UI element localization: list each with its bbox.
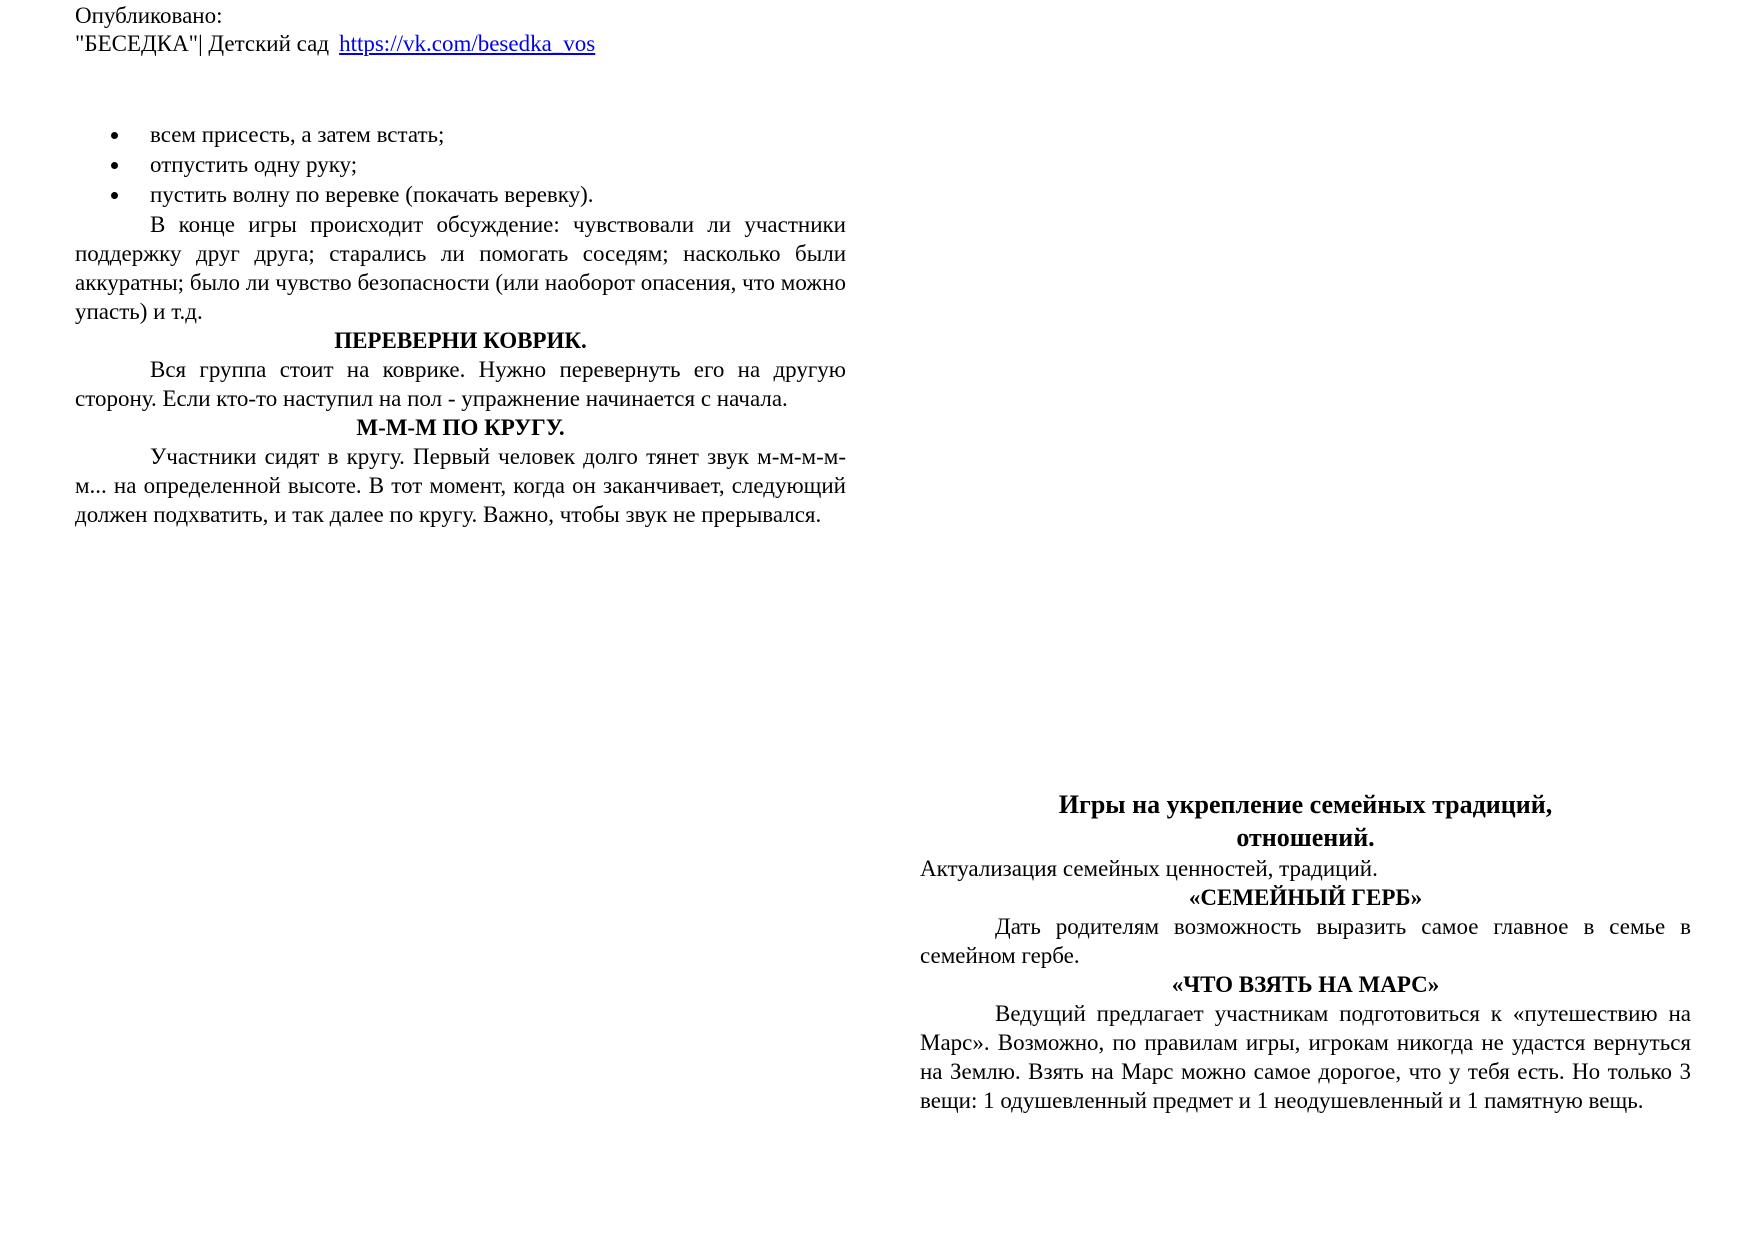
bullet-icon (111, 132, 118, 139)
section-text-mars: Ведущий предлагает участникам подготовиться к «путешествию на Марс». Возможно, по правилам игры, игрокам никогда не удастся вернуться на Землю. Взять на Марс можно самое дорогое, что у тебя есть. Но только 3 вещи: 1 одушевленный предмет и 1 неодушевленный и 1 памятную вещь. (920, 1001, 1691, 1113)
left-column (75, 120, 846, 529)
section-title-mmm-circle: М-М-М ПО КРУГУ. (356, 415, 565, 440)
section-text-mmm-circle: Участники сидят в кругу. Первый человек долго тянет звук м-м-м-м-м... на определенной высоте. В тот момент, когда он заканчивает, следующий должен подхватить, и так далее по кругу. Важно, чтобы звук не прерывался. (75, 444, 846, 527)
list-item-text: всем присесть, а затем встать; (150, 122, 445, 147)
main-title-line-1: Игры на укрепление семейных традиций, (1058, 790, 1553, 819)
section-title-flip-mat: ПЕРЕВЕРНИ КОВРИК. (334, 328, 587, 353)
discussion-paragraph: В конце игры происходит обсуждение: чувствовали ли участники поддержку друг друга; старались ли помогать соседям; насколько были аккуратны; было ли чувство безопасности (или наоборот опасения, что можно упасть) и т.д. (75, 212, 846, 324)
section-title-mars: «ЧТО ВЗЯТЬ НА МАРС» (1171, 972, 1440, 997)
right-column (920, 788, 1691, 1115)
instruction-list (75, 120, 846, 210)
main-title (920, 788, 1691, 854)
list-item (75, 180, 846, 210)
source-line (75, 30, 595, 58)
list-item-text: отпустить одну руку; (150, 152, 358, 177)
section-text-flip-mat: Вся группа стоит на коврике. Нужно перевернуть его на другую сторону. Если кто-то наступил на пол - упражнение начинается с начала. (75, 357, 846, 411)
source-name: "БЕСЕДКА"| Детский сад (75, 31, 330, 56)
main-title-line-2: отношений. (1236, 823, 1375, 852)
intro-text: Актуализация семейных ценностей, традиций. (920, 856, 1378, 881)
list-item (75, 120, 846, 150)
list-item-text: пустить волну по веревке (покачать веревку). (150, 182, 594, 207)
bullet-icon (111, 162, 118, 169)
section-title-family-crest: «СЕМЕЙНЫЙ ГЕРБ» (1188, 885, 1423, 910)
source-link[interactable]: https://vk.com/besedka_vos (339, 31, 596, 56)
list-item (75, 150, 846, 180)
publication-header (75, 2, 595, 58)
section-text-family-crest: Дать родителям возможность выразить самое главное в семье в семейном гербе. (920, 914, 1691, 968)
bullet-icon (111, 192, 118, 199)
published-label: Опубликовано: (75, 3, 223, 28)
